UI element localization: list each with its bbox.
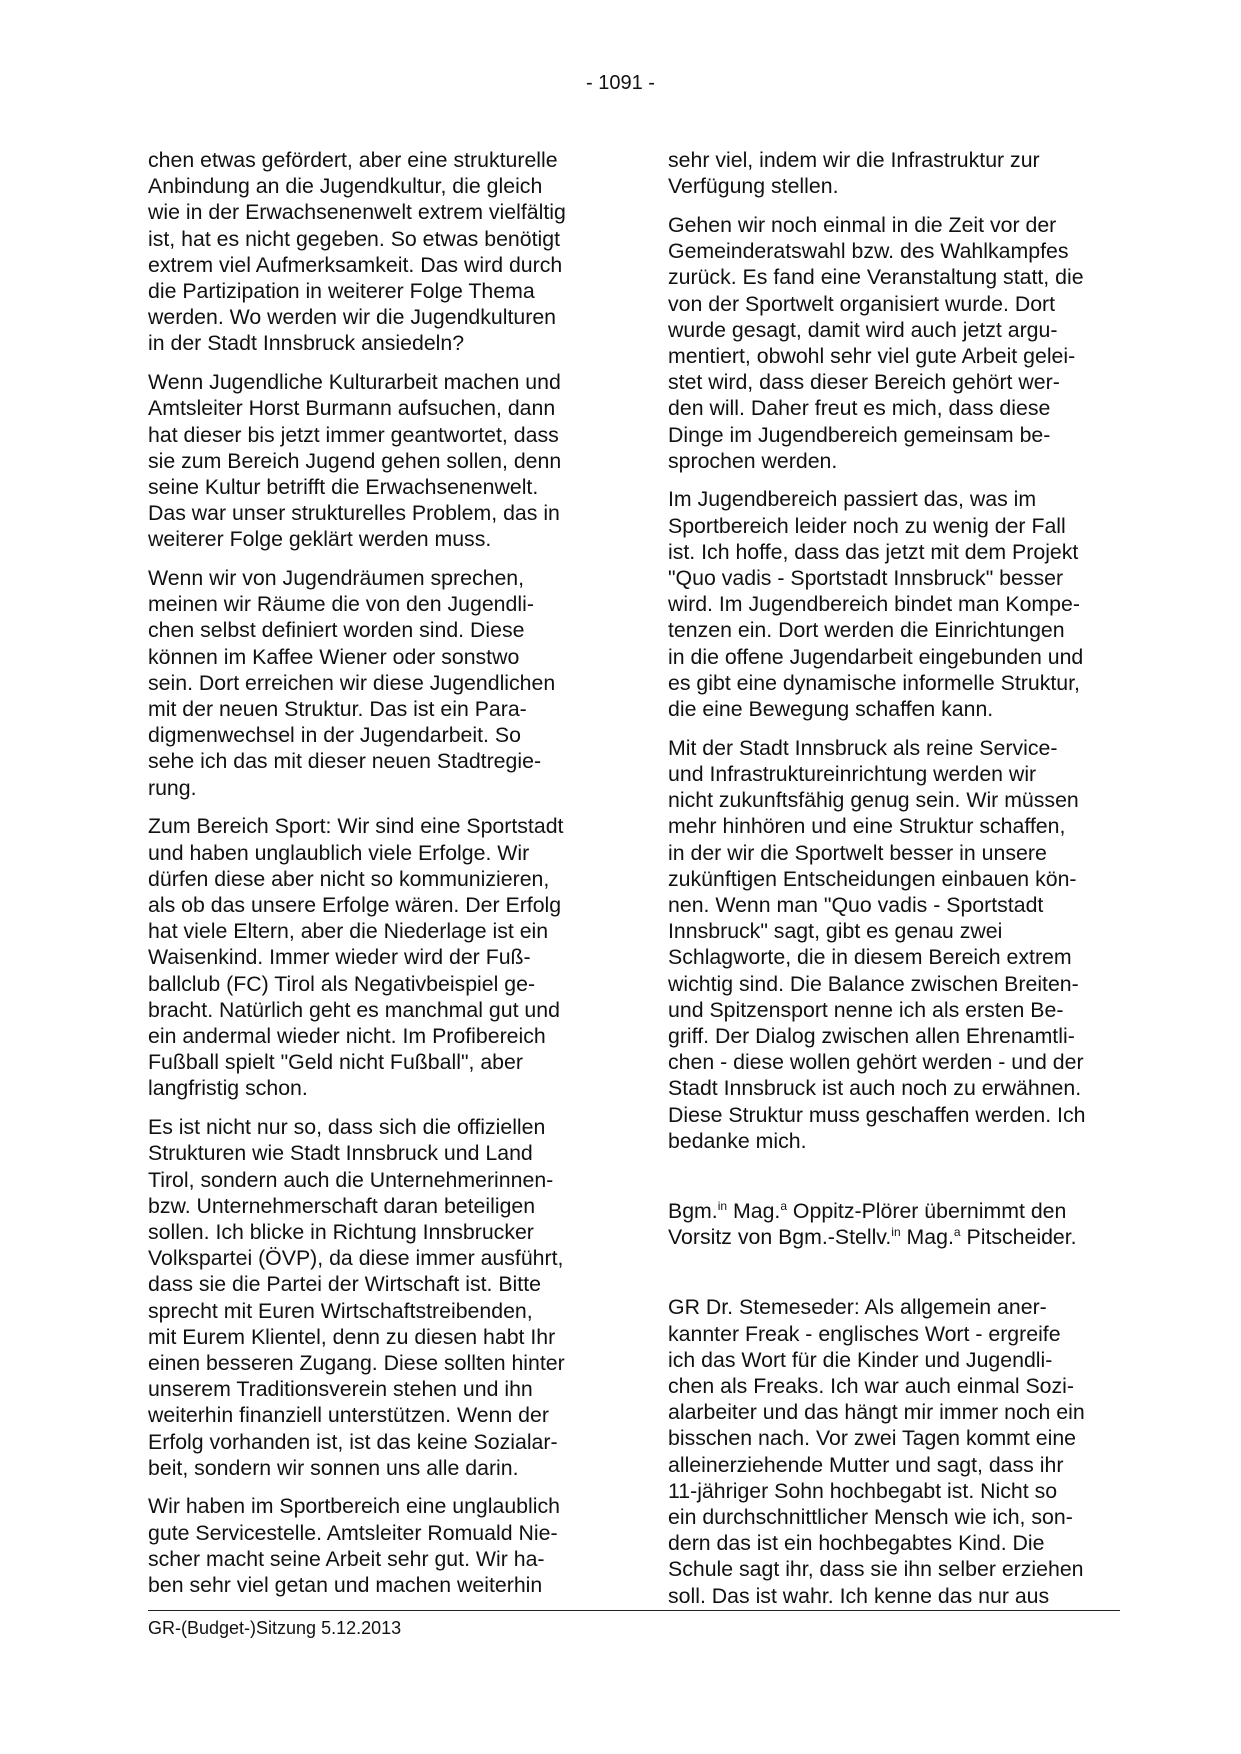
- paragraph: Wir haben im Sportbereich eine unglaublich gute Servicestelle. Amtsleiter Romuald Nie- scher macht seine Arbeit sehr gut. Wir ha- ben sehr viel getan und machen weiterhin: [148, 1494, 560, 1598]
- paragraph: Wenn Jugendliche Kulturarbeit machen und Amtsleiter Horst Burmann aufsuchen, dann hat dieser bis jetzt immer geantwortet, dass sie zum Bereich Jugend gehen sollen, denn seine Kultur betrifft die Erwachsenenwelt. Das war unser strukturelles Problem, das in weiterer Folge geklärt werden muss.: [148, 370, 562, 552]
- chair-change-note: [668, 1198, 1120, 1250]
- superscript: a: [780, 1198, 788, 1213]
- superscript: in: [891, 1225, 901, 1240]
- page-number: - 1091 -: [586, 72, 655, 94]
- paragraph: Mit der Stadt Innsbruck als reine Service- und Infrastruktureinrichtung werden wir nicht zukunftsfähig genug sein. Wir müssen mehr hinhören und eine Struktur schaffen, in der wir die Sportwelt besser in unsere zukünftigen Entscheidungen einbauen kön- nen. Wenn man "Quo vadis - Sportstadt Innsbruck" sagt, gibt es genau zwei Schlagworte, die in diesem Bereich extrem wichtig sind. Die Balance zwischen Breiten- und Spitzensport nenne ich als ersten Be- griff. Der Dialog zwischen allen Ehrenamtli- chen - diese wollen gehört werden - und der Stadt Innsbruck ist auch noch zu erwähnen. Diese Struktur muss geschaffen werden. Ich bedanke mich.: [668, 735, 1086, 1153]
- chair-text: Bgm.: [668, 1199, 718, 1224]
- paragraph: sehr viel, indem wir die Infrastruktur zur Verfügung stellen.: [668, 148, 1040, 199]
- paragraph: Wenn wir von Jugendräumen sprechen, meinen wir Räume die von den Jugendli- chen selbst definiert worden sind. Diese können im Kaffee Wiener oder sonstwo sein. Dort erreichen wir diese Jugendlichen mit der neuen Struktur. Das ist ein Para- digmenwechsel in der Jugendarbeit. So sehe ich das mit dieser neuen Stadtregie- rung.: [148, 566, 556, 800]
- chair-text: Mag.: [900, 1225, 954, 1250]
- paragraph: Es ist nicht nur so, dass sich die offiziellen Strukturen wie Stadt Innsbruck und Land Tirol, sondern auch die Unternehmerinnen- bzw. Unternehmerschaft daran beteiligen sollen. Ich blicke in Richtung Innsbrucker Volkspartei (ÖVP), da diese immer ausführt, dass sie die Partei der Wirtschaft ist. Bitte sprecht mit Euren Wirtschaftstreibenden, mit Eurem Klientel, denn zu diesen habt Ihr einen besseren Zugang. Diese sollten hinter unserem Traditionsverein stehen und ihn weiterhin finanziell unterstützen. Wenn der Erfolg vorhanden ist, ist das keine Sozialar- beit, sondern wir sonnen uns alle darin.: [148, 1115, 565, 1480]
- superscript: in: [717, 1198, 728, 1213]
- paragraph: Im Jugendbereich passiert das, was im Sportbereich leider noch zu wenig der Fall ist. Ich hoffe, dass das jetzt mit dem Projekt "Quo vadis - Sportstadt Innsbruck" besser wird. Im Jugendbereich bindet man Kompe- tenzen ein. Dort werden die Einrichtungen in die offene Jugendarbeit eingebunden und es gibt eine dynamische informelle Struktur, die eine Bewegung schaffen kann.: [668, 487, 1084, 722]
- paragraph: chen etwas gefördert, aber eine strukturelle Anbindung an die Jugendkultur, die gleich wie in der Erwachsenenwelt extrem vielfältig ist, hat es nicht gegeben. So etwas benötigt extrem viel Aufmerksamkeit. Das wird durch die Partizipation in weiterer Folge Thema werden. Wo werden wir die Jugendkulturen in der Stadt Innsbruck ansiedeln?: [148, 148, 566, 356]
- footer-divider: [148, 1610, 1120, 1611]
- paragraph: Gehen wir noch einmal in die Zeit vor der Gemeinderatswahl bzw. des Wahlkampfes zurück. Es fand eine Veranstaltung statt, die von der Sportwelt organisiert wurde. Dort wurde gesagt, damit wird auch jetzt argu- mentiert, obwohl sehr viel gute Arbeit gelei- stet wird, dass dieser Bereich gehört wer- den will. Daher freut es mich, dass diese Dinge im Jugendbereich gemeinsam be- sprochen werden.: [668, 212, 1084, 473]
- paragraph: Zum Bereich Sport: Wir sind eine Sportstadt und haben unglaublich viele Erfolge. Wir dürfen diese aber nicht so kommunizieren, als ob das unsere Erfolge wären. Der Erfolg hat viele Eltern, aber die Niederlage ist ein Waisenkind. Immer wieder wird der Fuß- ballclub (FC) Tirol als Negativbeispiel ge- bracht. Natürlich geht es manchmal gut und ein andermal wieder nicht. Im Profibereich Fußball spielt "Geld nicht Fußball", aber langfristig schon.: [148, 814, 564, 1101]
- chair-text: Oppitz-Plörer übernimmt den Vorsitz von Bgm.-Stellv.: [668, 1199, 1067, 1250]
- speaker-paragraph: GR Dr. Stemeseder: Als allgemein aner- kannter Freak - englisches Wort - ergreife ich das Wort für die Kinder und Jugendli- chen als Freaks. Ich war auch einmal Sozi- alarbeiter und das hängt mir immer noch ein bisschen nach. Vor zwei Tagen kommt eine alleinerziehende Mutter und sagt, dass ihr 11-jähriger Sohn hochbegabt ist. Nicht so ein durchschnittlicher Mensch wie ich, son- dern das ist ein hochbegabtes Kind. Die Schule sagt ihr, dass sie ihn selber erziehen soll. Das ist wahr. Ich kenne das nur aus: [668, 1295, 1085, 1608]
- superscript: a: [953, 1225, 961, 1240]
- footer-session-label: GR-(Budget-)Sitzung 5.12.2013: [148, 1618, 402, 1638]
- left-column: [148, 147, 600, 1611]
- chair-text: Mag.: [727, 1199, 781, 1224]
- right-column: [668, 147, 1120, 1621]
- chair-text: Pitscheider.: [960, 1225, 1077, 1250]
